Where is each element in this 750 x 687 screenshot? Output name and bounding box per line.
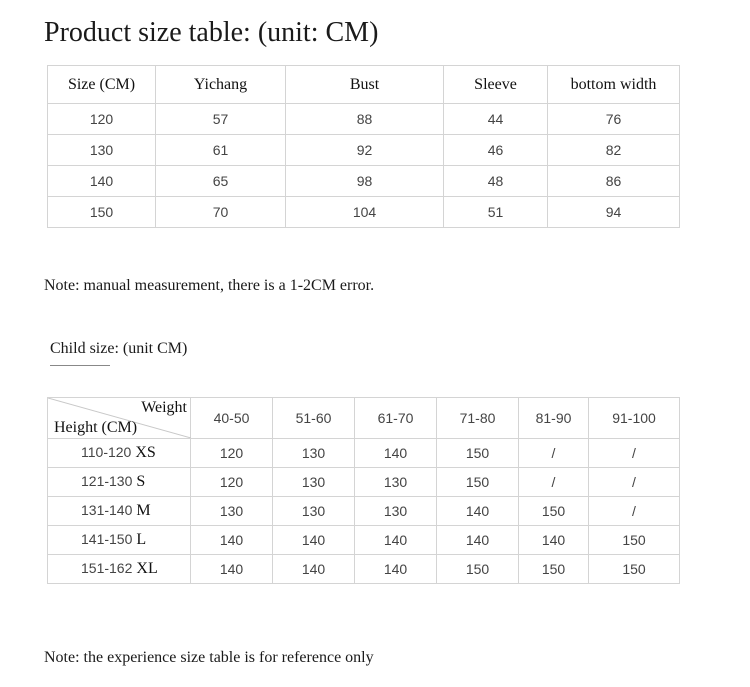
table-cell: 150	[48, 197, 156, 228]
table-cell: 86	[548, 166, 680, 197]
table-cell: /	[519, 468, 589, 497]
header-bottom-width: bottom width	[548, 66, 680, 104]
height-range: 141-150	[81, 531, 133, 547]
size-label: XL	[136, 560, 158, 577]
table-cell: 140	[191, 555, 273, 584]
table-cell: 76	[548, 104, 680, 135]
header-bust: Bust	[286, 66, 444, 104]
table-row	[48, 197, 680, 228]
table-cell: 130	[273, 439, 355, 468]
table-cell: 88	[286, 104, 444, 135]
table-cell: 150	[437, 439, 519, 468]
child-size-table	[47, 397, 680, 584]
height-range: 110-120	[81, 444, 132, 460]
weight-header: 51-60	[273, 398, 355, 439]
table-cell: 82	[548, 135, 680, 166]
reference-note: Note: the experience size table is for reference only	[44, 649, 374, 666]
table-header-row	[48, 398, 680, 439]
height-cell	[48, 497, 191, 526]
weight-header: 81-90	[519, 398, 589, 439]
table-cell: 140	[273, 526, 355, 555]
height-label: Height (CM)	[54, 419, 138, 436]
corner-header-cell	[48, 398, 191, 439]
child-size-title: Child size: (unit CM)	[50, 340, 188, 357]
table-cell: 140	[48, 166, 156, 197]
size-label: M	[136, 502, 151, 519]
title-underline	[50, 365, 110, 366]
table-cell: 140	[437, 497, 519, 526]
table-cell: 104	[286, 197, 444, 228]
weight-label: Weight	[141, 399, 187, 416]
table-cell: 98	[286, 166, 444, 197]
table-row	[48, 497, 680, 526]
table-cell: 130	[48, 135, 156, 166]
table-header-row	[48, 66, 680, 104]
table-row	[48, 135, 680, 166]
table-cell: 94	[548, 197, 680, 228]
height-cell	[48, 555, 191, 584]
table-cell: 92	[286, 135, 444, 166]
table-cell: 65	[156, 166, 286, 197]
table-cell: 44	[444, 104, 548, 135]
header-sleeve: Sleeve	[444, 66, 548, 104]
table-row	[48, 555, 680, 584]
table-cell: /	[589, 439, 680, 468]
table-cell: 130	[273, 468, 355, 497]
table-cell: 120	[48, 104, 156, 135]
height-range: 131-140	[81, 502, 133, 518]
product-size-table	[47, 65, 680, 228]
table-cell: /	[589, 468, 680, 497]
height-cell	[48, 439, 191, 468]
size-label: XS	[135, 444, 156, 461]
table-cell: 130	[191, 497, 273, 526]
table-cell: /	[519, 439, 589, 468]
page-title: Product size table: (unit: CM)	[44, 17, 379, 48]
table-row	[48, 526, 680, 555]
table-cell: 120	[191, 439, 273, 468]
table-cell: 61	[156, 135, 286, 166]
table-cell: 130	[355, 497, 437, 526]
weight-header: 91-100	[589, 398, 680, 439]
height-cell	[48, 468, 191, 497]
table-cell: 70	[156, 197, 286, 228]
table-cell: 150	[589, 526, 680, 555]
table-cell: 140	[355, 439, 437, 468]
weight-header: 40-50	[191, 398, 273, 439]
table-cell: 140	[519, 526, 589, 555]
table-row	[48, 166, 680, 197]
weight-header: 71-80	[437, 398, 519, 439]
header-yichang: Yichang	[156, 66, 286, 104]
header-size: Size (CM)	[48, 66, 156, 104]
table-cell: /	[589, 497, 680, 526]
height-range: 151-162	[81, 560, 133, 576]
table-cell: 120	[191, 468, 273, 497]
table-cell: 130	[355, 468, 437, 497]
table-cell: 150	[519, 555, 589, 584]
size-label: L	[136, 531, 147, 548]
table-row	[48, 468, 680, 497]
table-cell: 140	[437, 526, 519, 555]
size-label: S	[136, 473, 146, 490]
table-row	[48, 104, 680, 135]
table-cell: 48	[444, 166, 548, 197]
table-cell: 150	[437, 468, 519, 497]
measurement-note: Note: manual measurement, there is a 1-2CM error.	[44, 277, 375, 294]
table-cell: 140	[355, 555, 437, 584]
weight-header: 61-70	[355, 398, 437, 439]
table-cell: 140	[273, 555, 355, 584]
table-cell: 130	[273, 497, 355, 526]
table-cell: 140	[355, 526, 437, 555]
table-cell: 140	[191, 526, 273, 555]
table-cell: 57	[156, 104, 286, 135]
table-row	[48, 439, 680, 468]
table-cell: 150	[589, 555, 680, 584]
height-cell	[48, 526, 191, 555]
table-cell: 51	[444, 197, 548, 228]
table-cell: 46	[444, 135, 548, 166]
table-cell: 150	[519, 497, 589, 526]
table-cell: 150	[437, 555, 519, 584]
height-range: 121-130	[81, 473, 133, 489]
